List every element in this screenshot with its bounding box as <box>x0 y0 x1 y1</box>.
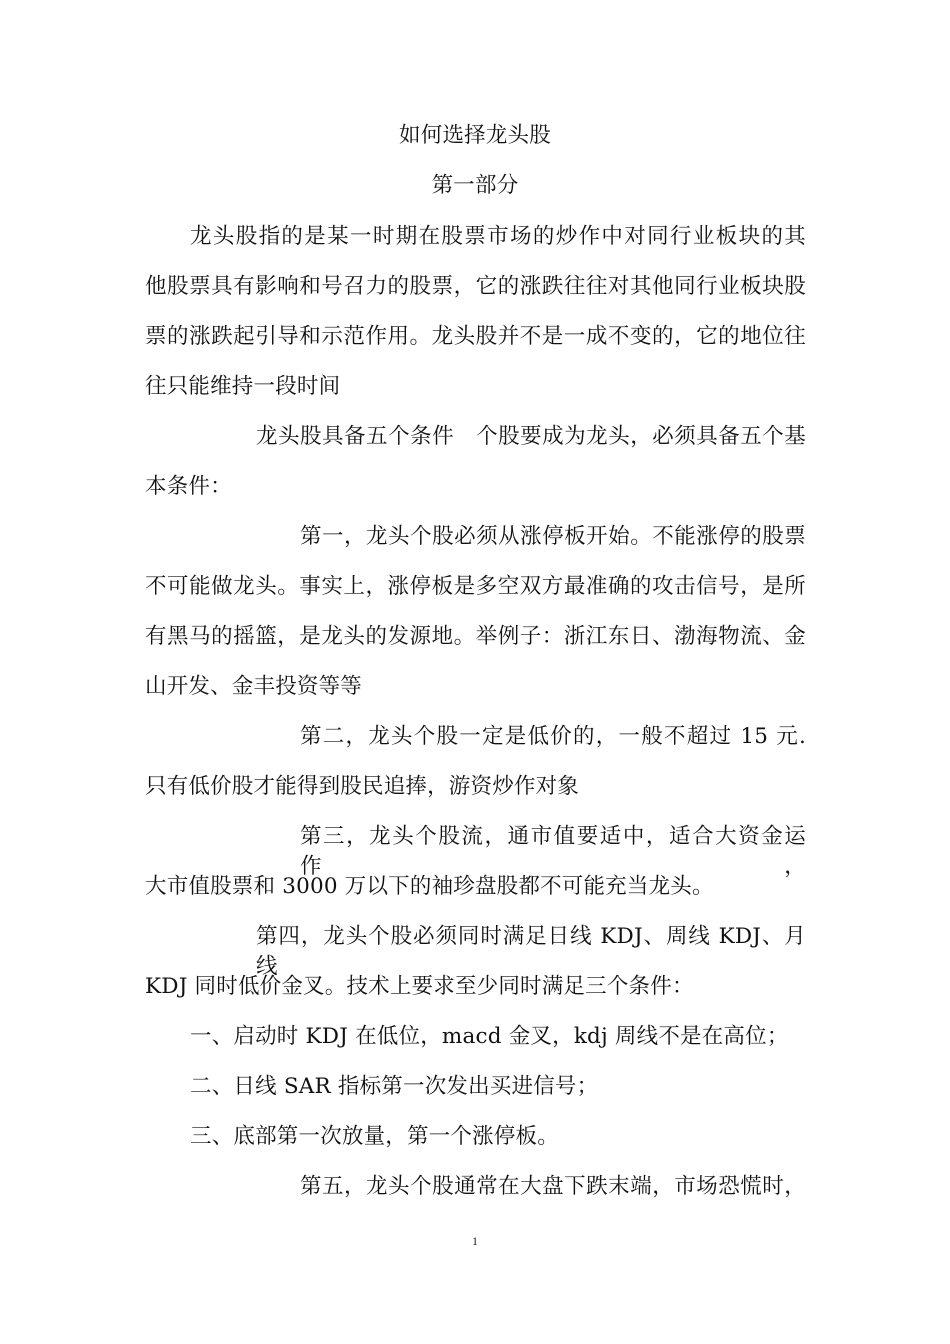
paragraph-line: 不可能做龙头。事实上，涨停板是多空双方最准确的攻击信号，是所 <box>145 574 806 599</box>
paragraph-line: 第五，龙头个股通常在大盘下跌末端，市场恐慌时， <box>300 1174 806 1199</box>
paragraph-line: 票的涨跌起引导和示范作用。龙头股并不是一成不变的，它的地位往 <box>145 324 806 349</box>
list-item: 二、日线 SAR 指标第一次发出买进信号； <box>190 1074 599 1099</box>
paragraph-line: 第二，龙头个股一定是低价的，一般不超过 15 元. <box>300 724 806 749</box>
paragraph-line: 只有低价股才能得到股民追捧，游资炒作对象 <box>145 774 580 799</box>
paragraph-line: 第三，龙头个股流，通市值要适中，适合大资金运作， <box>300 824 806 879</box>
paragraph-line: 有黑马的摇篮，是龙头的发源地。举例子：浙江东日、渤海物流、金 <box>145 624 806 649</box>
paragraph-line: 龙头股指的是某一时期在股票市场的炒作中对同行业板块的其 <box>190 224 806 249</box>
paragraph-line: 山开发、金丰投资等等 <box>145 674 363 699</box>
paragraph-line: 第一，龙头个股必须从涨停板开始。不能涨停的股票 <box>300 524 806 549</box>
list-item: 一、启动时 KDJ 在低位，macd 金叉，kdj 周线不是在高位； <box>190 1024 789 1049</box>
section-heading: 第一部分 <box>431 173 519 198</box>
list-item: 三、底部第一次放量，第一个涨停板。 <box>190 1124 559 1149</box>
document-title: 如何选择龙头股 <box>399 123 551 148</box>
paragraph-line: 第四，龙头个股必须同时满足日线 KDJ、周线 KDJ、月线 <box>256 924 806 979</box>
paragraph-line: KDJ 同时低价金叉。技术上要求至少同时满足三个条件： <box>145 974 694 999</box>
paragraph-line: 本条件： <box>145 474 232 499</box>
paragraph-line: 龙头股具备五个条件 个股要成为龙头，必须具备五个基 <box>256 424 806 449</box>
paragraph-line: 他股票具有影响和号召力的股票，它的涨跌往往对其他同行业板块股 <box>145 274 806 299</box>
paragraph-line: 大市值股票和 3000 万以下的袖珍盘股都不可能充当龙头。 <box>145 874 714 899</box>
paragraph-line: 往只能维持一段时间 <box>145 374 341 399</box>
page-number: 1 <box>472 1234 478 1248</box>
